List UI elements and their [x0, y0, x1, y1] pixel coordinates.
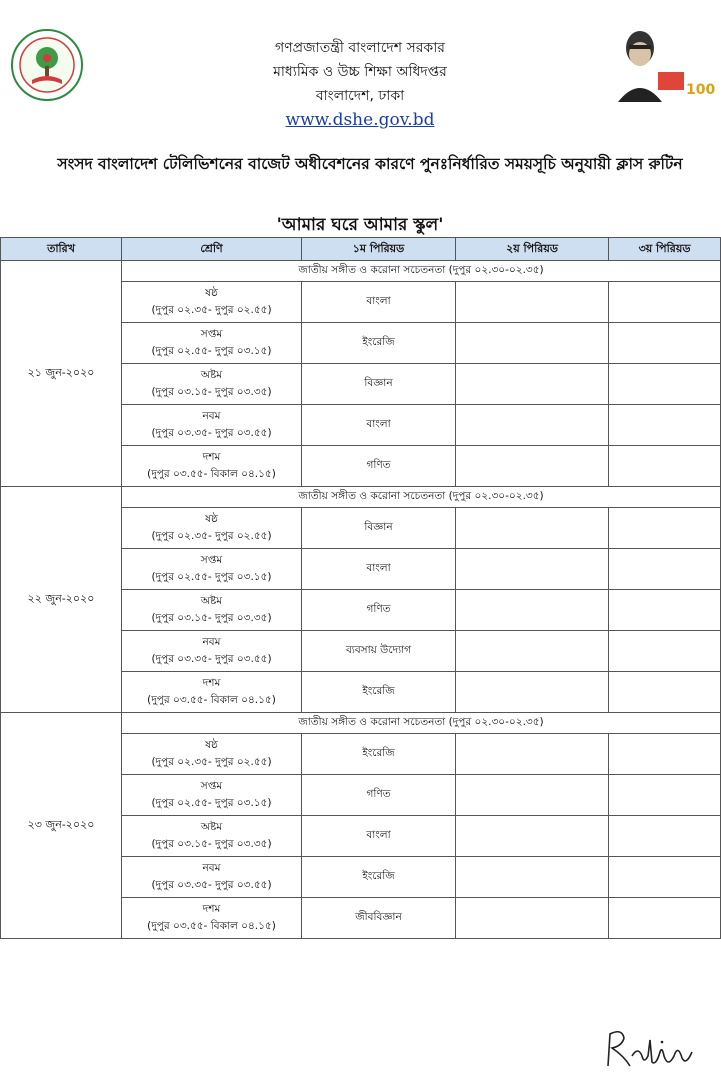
header-line-location: বাংলাদেশ, ঢাকা [315, 88, 405, 104]
class-name: ষষ্ঠ [205, 287, 218, 299]
class-cell [122, 549, 302, 590]
column-header-period-3: ৩য় পিরিয়ড [609, 238, 721, 261]
class-cell [122, 734, 302, 775]
class-name: ষষ্ঠ [205, 739, 218, 751]
svg-text:100: 100 [686, 82, 716, 98]
period-3-cell [609, 549, 721, 590]
class-cell [122, 282, 302, 323]
period-1-cell: বিজ্ঞান [302, 508, 456, 549]
header-line-government: গণপ্রজাতন্ত্রী বাংলাদেশ সরকার [275, 40, 445, 56]
class-cell [122, 323, 302, 364]
period-2-cell [456, 672, 609, 713]
period-1-cell: ইংরেজি [302, 734, 456, 775]
class-time: (দুপুর ০৩.৩৫- দুপুর ০৩.৫৫) [151, 427, 272, 439]
period-1-cell: বাংলা [302, 282, 456, 323]
anthem-cell: জাতীয় সঙ্গীত ও করোনা সচেতনতা (দুপুর ০২.৩০-০২.৩৫) [122, 261, 721, 282]
class-cell [122, 775, 302, 816]
page-title: সংসদ বাংলাদেশ টেলিভিশনের বাজেট অধীবেশনের কারণে পুনঃনির্ধারিত সময়সূচি অনুযায়ী ক্লাস রুটিন [57, 155, 683, 173]
anthem-row [1, 713, 721, 734]
class-name: ষষ্ঠ [205, 513, 218, 525]
period-1-cell: বাংলা [302, 816, 456, 857]
class-time: (দুপুর ০২.৫৫- দুপুর ০৩.১৫) [151, 571, 272, 583]
period-1-cell: ব্যবসায় উদ্যোগ [302, 631, 456, 672]
class-cell [122, 405, 302, 446]
period-2-cell [456, 816, 609, 857]
anthem-row [1, 261, 721, 282]
class-cell [122, 446, 302, 487]
period-3-cell [609, 775, 721, 816]
period-2-cell [456, 323, 609, 364]
period-2-cell [456, 590, 609, 631]
period-1-cell: বাংলা [302, 549, 456, 590]
period-3-cell [609, 857, 721, 898]
period-2-cell [456, 405, 609, 446]
column-header-date: তারিখ [1, 238, 122, 261]
class-cell [122, 508, 302, 549]
class-name: অষ্টম [200, 369, 223, 381]
dshe-emblem-icon [10, 28, 84, 102]
column-header-period-1: ১ম পিরিয়ড [302, 238, 456, 261]
class-cell [122, 590, 302, 631]
period-1-cell: গণিত [302, 446, 456, 487]
class-name: সপ্তম [200, 554, 223, 566]
class-cell [122, 672, 302, 713]
period-2-cell [456, 508, 609, 549]
signature-icon [598, 1016, 708, 1076]
class-time: (দুপুর ০৩.৫৫- বিকাল ০৪.১৫) [147, 920, 276, 932]
class-time: (দুপুর ০৩.১৫- দুপুর ০৩.৩৫) [151, 386, 272, 398]
class-name: নবম [202, 410, 221, 422]
date-cell: ২৩ জুন-২০২০ [1, 713, 122, 939]
period-1-cell: বাংলা [302, 405, 456, 446]
class-name: নবম [202, 862, 221, 874]
period-3-cell [609, 364, 721, 405]
class-name: সপ্তম [200, 328, 223, 340]
website-link[interactable]: www.dshe.gov.bd [285, 110, 435, 130]
period-3-cell [609, 672, 721, 713]
period-2-cell [456, 446, 609, 487]
period-2-cell [456, 857, 609, 898]
period-3-cell [609, 508, 721, 549]
class-time: (দুপুর ০৩.৫৫- বিকাল ০৪.১৫) [147, 694, 276, 706]
class-routine-table [0, 237, 721, 939]
class-cell [122, 898, 302, 939]
class-cell [122, 816, 302, 857]
period-3-cell [609, 734, 721, 775]
period-3-cell [609, 323, 721, 364]
class-time: (দুপুর ০৩.৩৫- দুপুর ০৩.৫৫) [151, 653, 272, 665]
class-time: (দুপুর ০২.৫৫- দুপুর ০৩.১৫) [151, 797, 272, 809]
period-3-cell [609, 405, 721, 446]
class-name: দশম [202, 677, 221, 689]
period-1-cell: গণিত [302, 590, 456, 631]
mujib-borsho-logo-icon [612, 22, 716, 102]
period-1-cell: ইংরেজি [302, 323, 456, 364]
period-3-cell [609, 631, 721, 672]
header-line-directorate: মাধ্যমিক ও উচ্চ শিক্ষা অধিদপ্তর [273, 64, 447, 80]
period-1-cell: জীববিজ্ঞান [302, 898, 456, 939]
class-cell [122, 364, 302, 405]
class-cell [122, 631, 302, 672]
anthem-cell: জাতীয় সঙ্গীত ও করোনা সচেতনতা (দুপুর ০২.৩০-০২.৩৫) [122, 487, 721, 508]
class-time: (দুপুর ০২.৫৫- দুপুর ০৩.১৫) [151, 345, 272, 357]
period-3-cell [609, 816, 721, 857]
class-time: (দুপুর ০৩.১৫- দুপুর ০৩.৩৫) [151, 612, 272, 624]
period-3-cell [609, 898, 721, 939]
class-time: (দুপুর ০২.৩৫- দুপুর ০২.৫৫) [151, 530, 272, 542]
class-name: দশম [202, 451, 221, 463]
office-header [200, 36, 520, 132]
period-3-cell [609, 590, 721, 631]
period-3-cell [609, 446, 721, 487]
class-name: দশম [202, 903, 221, 915]
period-3-cell [609, 282, 721, 323]
anthem-row [1, 487, 721, 508]
period-2-cell [456, 775, 609, 816]
period-1-cell: গণিত [302, 775, 456, 816]
column-header-period-2: ২য় পিরিয়ড [456, 238, 609, 261]
period-1-cell: বিজ্ঞান [302, 364, 456, 405]
anthem-cell: জাতীয় সঙ্গীত ও করোনা সচেতনতা (দুপুর ০২.৩০-০২.৩৫) [122, 713, 721, 734]
period-2-cell [456, 364, 609, 405]
class-cell [122, 857, 302, 898]
period-2-cell [456, 631, 609, 672]
date-cell: ২২ জুন-২০২০ [1, 487, 122, 713]
period-1-cell: ইংরেজি [302, 857, 456, 898]
class-name: অষ্টম [200, 595, 223, 607]
date-cell: ২১ জুন-২০২০ [1, 261, 122, 487]
period-1-cell: ইংরেজি [302, 672, 456, 713]
period-2-cell [456, 549, 609, 590]
class-name: নবম [202, 636, 221, 648]
class-time: (দুপুর ০২.৩৫- দুপুর ০২.৫৫) [151, 756, 272, 768]
class-time: (দুপুর ০৩.১৫- দুপুর ০৩.৩৫) [151, 838, 272, 850]
class-name: অষ্টম [200, 821, 223, 833]
class-time: (দুপুর ০৩.৫৫- বিকাল ০৪.১৫) [147, 468, 276, 480]
period-2-cell [456, 282, 609, 323]
period-2-cell [456, 898, 609, 939]
table-body [1, 261, 721, 939]
period-2-cell [456, 734, 609, 775]
column-header-class: শ্রেণি [122, 238, 302, 261]
table-header-row [1, 238, 721, 261]
class-time: (দুপুর ০২.৩৫- দুপুর ০২.৫৫) [151, 304, 272, 316]
class-name: সপ্তম [200, 780, 223, 792]
class-time: (দুপুর ০৩.৩৫- দুপুর ০৩.৫৫) [151, 879, 272, 891]
page-subtitle: 'আমার ঘরে আমার স্কুল' [276, 215, 444, 235]
